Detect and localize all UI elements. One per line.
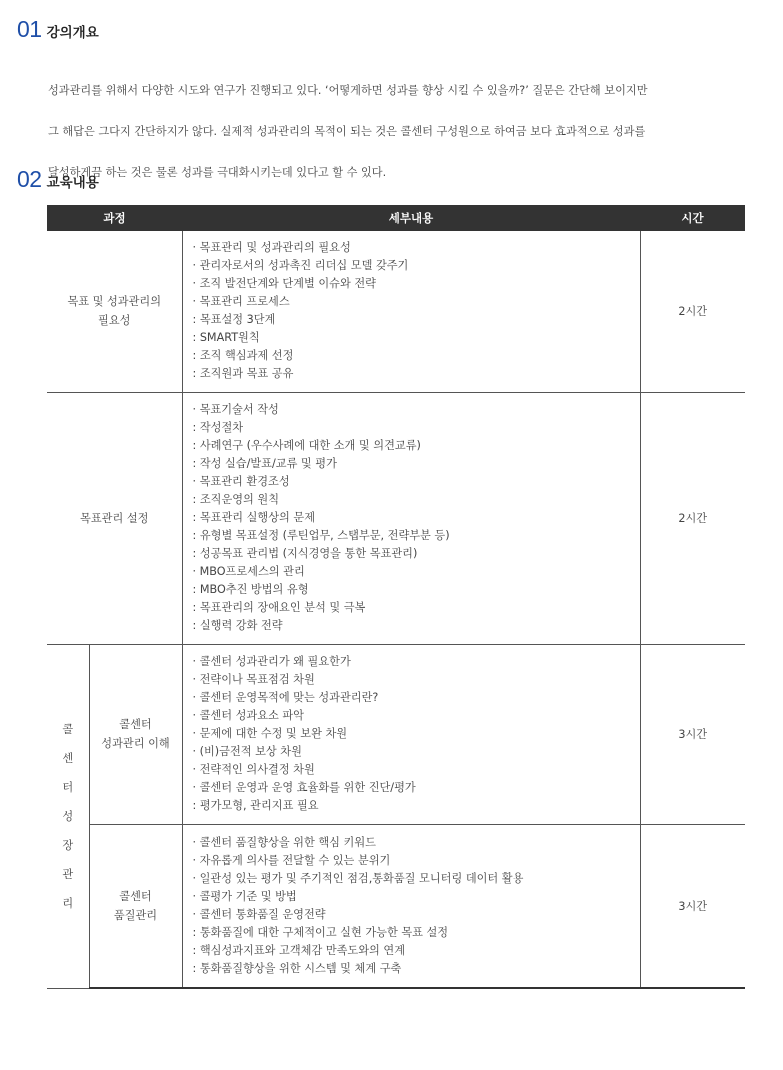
detail-cell: [182, 644, 640, 824]
detail-cell: [182, 392, 640, 644]
detail-cell: [182, 231, 640, 392]
detail-item: : MBO추진 방법의 유형: [192, 583, 309, 596]
detail-item: · 콜센터 성과요소 파악: [192, 709, 304, 722]
header-course: 과정: [47, 205, 182, 231]
intro-paragraph: [48, 60, 728, 204]
section-number: 01: [17, 16, 42, 42]
table-row: [47, 231, 745, 392]
detail-item: · 전략이나 목표점검 차원: [192, 673, 315, 686]
detail-item: : 목표관리 실행상의 문제: [192, 511, 316, 524]
detail-item: : 평가모형, 관리지표 필요: [192, 799, 319, 812]
section-header-content: [17, 166, 99, 193]
detail-item: · 문제에 대한 수정 및 보완 차원: [192, 727, 348, 740]
table-header-row: [47, 205, 745, 231]
detail-list: [193, 834, 640, 978]
detail-item: : SMART원칙: [192, 331, 260, 345]
detail-item: · 콜센터 성과관리가 왜 필요한가: [192, 655, 351, 668]
section-title: 강의개요: [46, 25, 99, 41]
section-header-overview: [17, 16, 99, 43]
table-row: [47, 644, 745, 824]
detail-item: · 목표관리 환경조성: [192, 475, 290, 488]
time-cell: 3시간: [640, 644, 745, 824]
detail-item: : 조직 핵심과제 선정: [192, 349, 294, 363]
detail-item: : 조직운영의 원칙: [192, 493, 280, 506]
detail-item: · 콜센터 통화품질 운영전략: [192, 907, 326, 921]
detail-item: : 사례연구 (우수사례에 대한 소개 및 의견교류): [192, 439, 421, 452]
detail-item: · 목표관리 프로세스: [192, 295, 290, 309]
course-name: 목표관리 설정: [47, 392, 182, 644]
detail-item: : 작성 실습/발표/교류 및 평가: [192, 457, 337, 470]
detail-item: · 관리자로서의 성과촉진 리더십 모델 갖주기: [192, 259, 409, 273]
detail-item: · 자유롭게 의사를 전달할 수 있는 분위기: [192, 853, 391, 867]
detail-item: · MBO프로세스의 관리: [192, 565, 305, 578]
detail-list: [193, 239, 640, 383]
detail-item: · 조직 발전단계와 단계별 이슈와 전략: [192, 277, 376, 291]
detail-list: [193, 653, 640, 815]
detail-list: [193, 401, 640, 635]
detail-item: · 목표관리 및 성과관리의 필요성: [192, 241, 351, 255]
detail-item: : 작성절차: [192, 421, 244, 434]
detail-item: : 유형별 목표설정 (루틴업무, 스탭부문, 전략부분 등): [192, 529, 450, 542]
detail-item: : 목표관리의 장애요인 분석 및 극복: [192, 601, 366, 614]
detail-cell: [182, 824, 640, 988]
detail-item: · 콜센터 품질향상을 위한 핵심 키워드: [192, 835, 376, 849]
course-name: 콜센터 성과관리 이해: [89, 644, 182, 824]
detail-item: · 콜평가 기준 및 방법: [192, 889, 297, 903]
time-cell: 2시간: [640, 392, 745, 644]
group-label: 콜센터성장관리: [62, 722, 74, 910]
detail-item: · 전략적인 의사결정 차원: [192, 763, 315, 776]
detail-item: : 핵심성과지표와 고객체감 만족도와의 연계: [192, 943, 406, 957]
detail-item: · 콜센터 운영과 운영 효율화를 위한 진단/평가: [192, 781, 416, 794]
detail-item: · (비)금전적 보상 차원: [192, 745, 302, 758]
section-number: 02: [17, 166, 42, 192]
time-cell: 2시간: [640, 231, 745, 392]
detail-item: : 조직원과 목표 공유: [192, 367, 294, 381]
detail-item: : 통화품질에 대한 구체적이고 실현 가능한 목표 설정: [192, 925, 449, 939]
group-label-cell: [47, 644, 89, 988]
header-time: 시간: [640, 205, 745, 231]
detail-item: : 목표설정 3단계: [192, 313, 276, 327]
detail-item: · 목표기술서 작성: [192, 403, 279, 416]
header-detail: 세부내용: [182, 205, 640, 231]
intro-line: 성과관리를 위해서 다양한 시도와 연구가 진행되고 있다. ‘어떻게하면 성과를 향상 시킬 수 있을까?’ 질문은 간단해 보이지만: [48, 83, 648, 97]
course-table: [47, 205, 745, 989]
section-title: 교육내용: [46, 175, 99, 191]
intro-line: 그 해답은 그다지 간단하지가 않다. 실제적 성과관리의 목적이 되는 것은 콜센터 구성원으로 하여금 보다 효과적으로 성과를: [48, 124, 646, 138]
detail-item: : 통화품질향상을 위한 시스템 및 체계 구축: [192, 961, 402, 975]
table-row: [47, 392, 745, 644]
detail-item: : 실행력 강화 전략: [192, 619, 283, 632]
detail-item: · 일관성 있는 평가 및 주기적인 점검,통화품질 모니터링 데이터 활용: [192, 871, 524, 885]
table-row: [47, 824, 745, 988]
intro-line: 달성하게끔 하는 것은 물론 성과를 극대화시키는데 있다고 할 수 있다.: [48, 165, 387, 179]
course-name: 콜센터 품질관리: [89, 824, 182, 988]
course-name: 목표 및 성과관리의 필요성: [47, 231, 182, 392]
time-cell: 3시간: [640, 824, 745, 988]
detail-item: · 콜센터 운영목적에 맞는 성과관리란?: [192, 691, 379, 704]
detail-item: : 성공목표 관리법 (지식경영을 통한 목표관리): [192, 547, 418, 560]
